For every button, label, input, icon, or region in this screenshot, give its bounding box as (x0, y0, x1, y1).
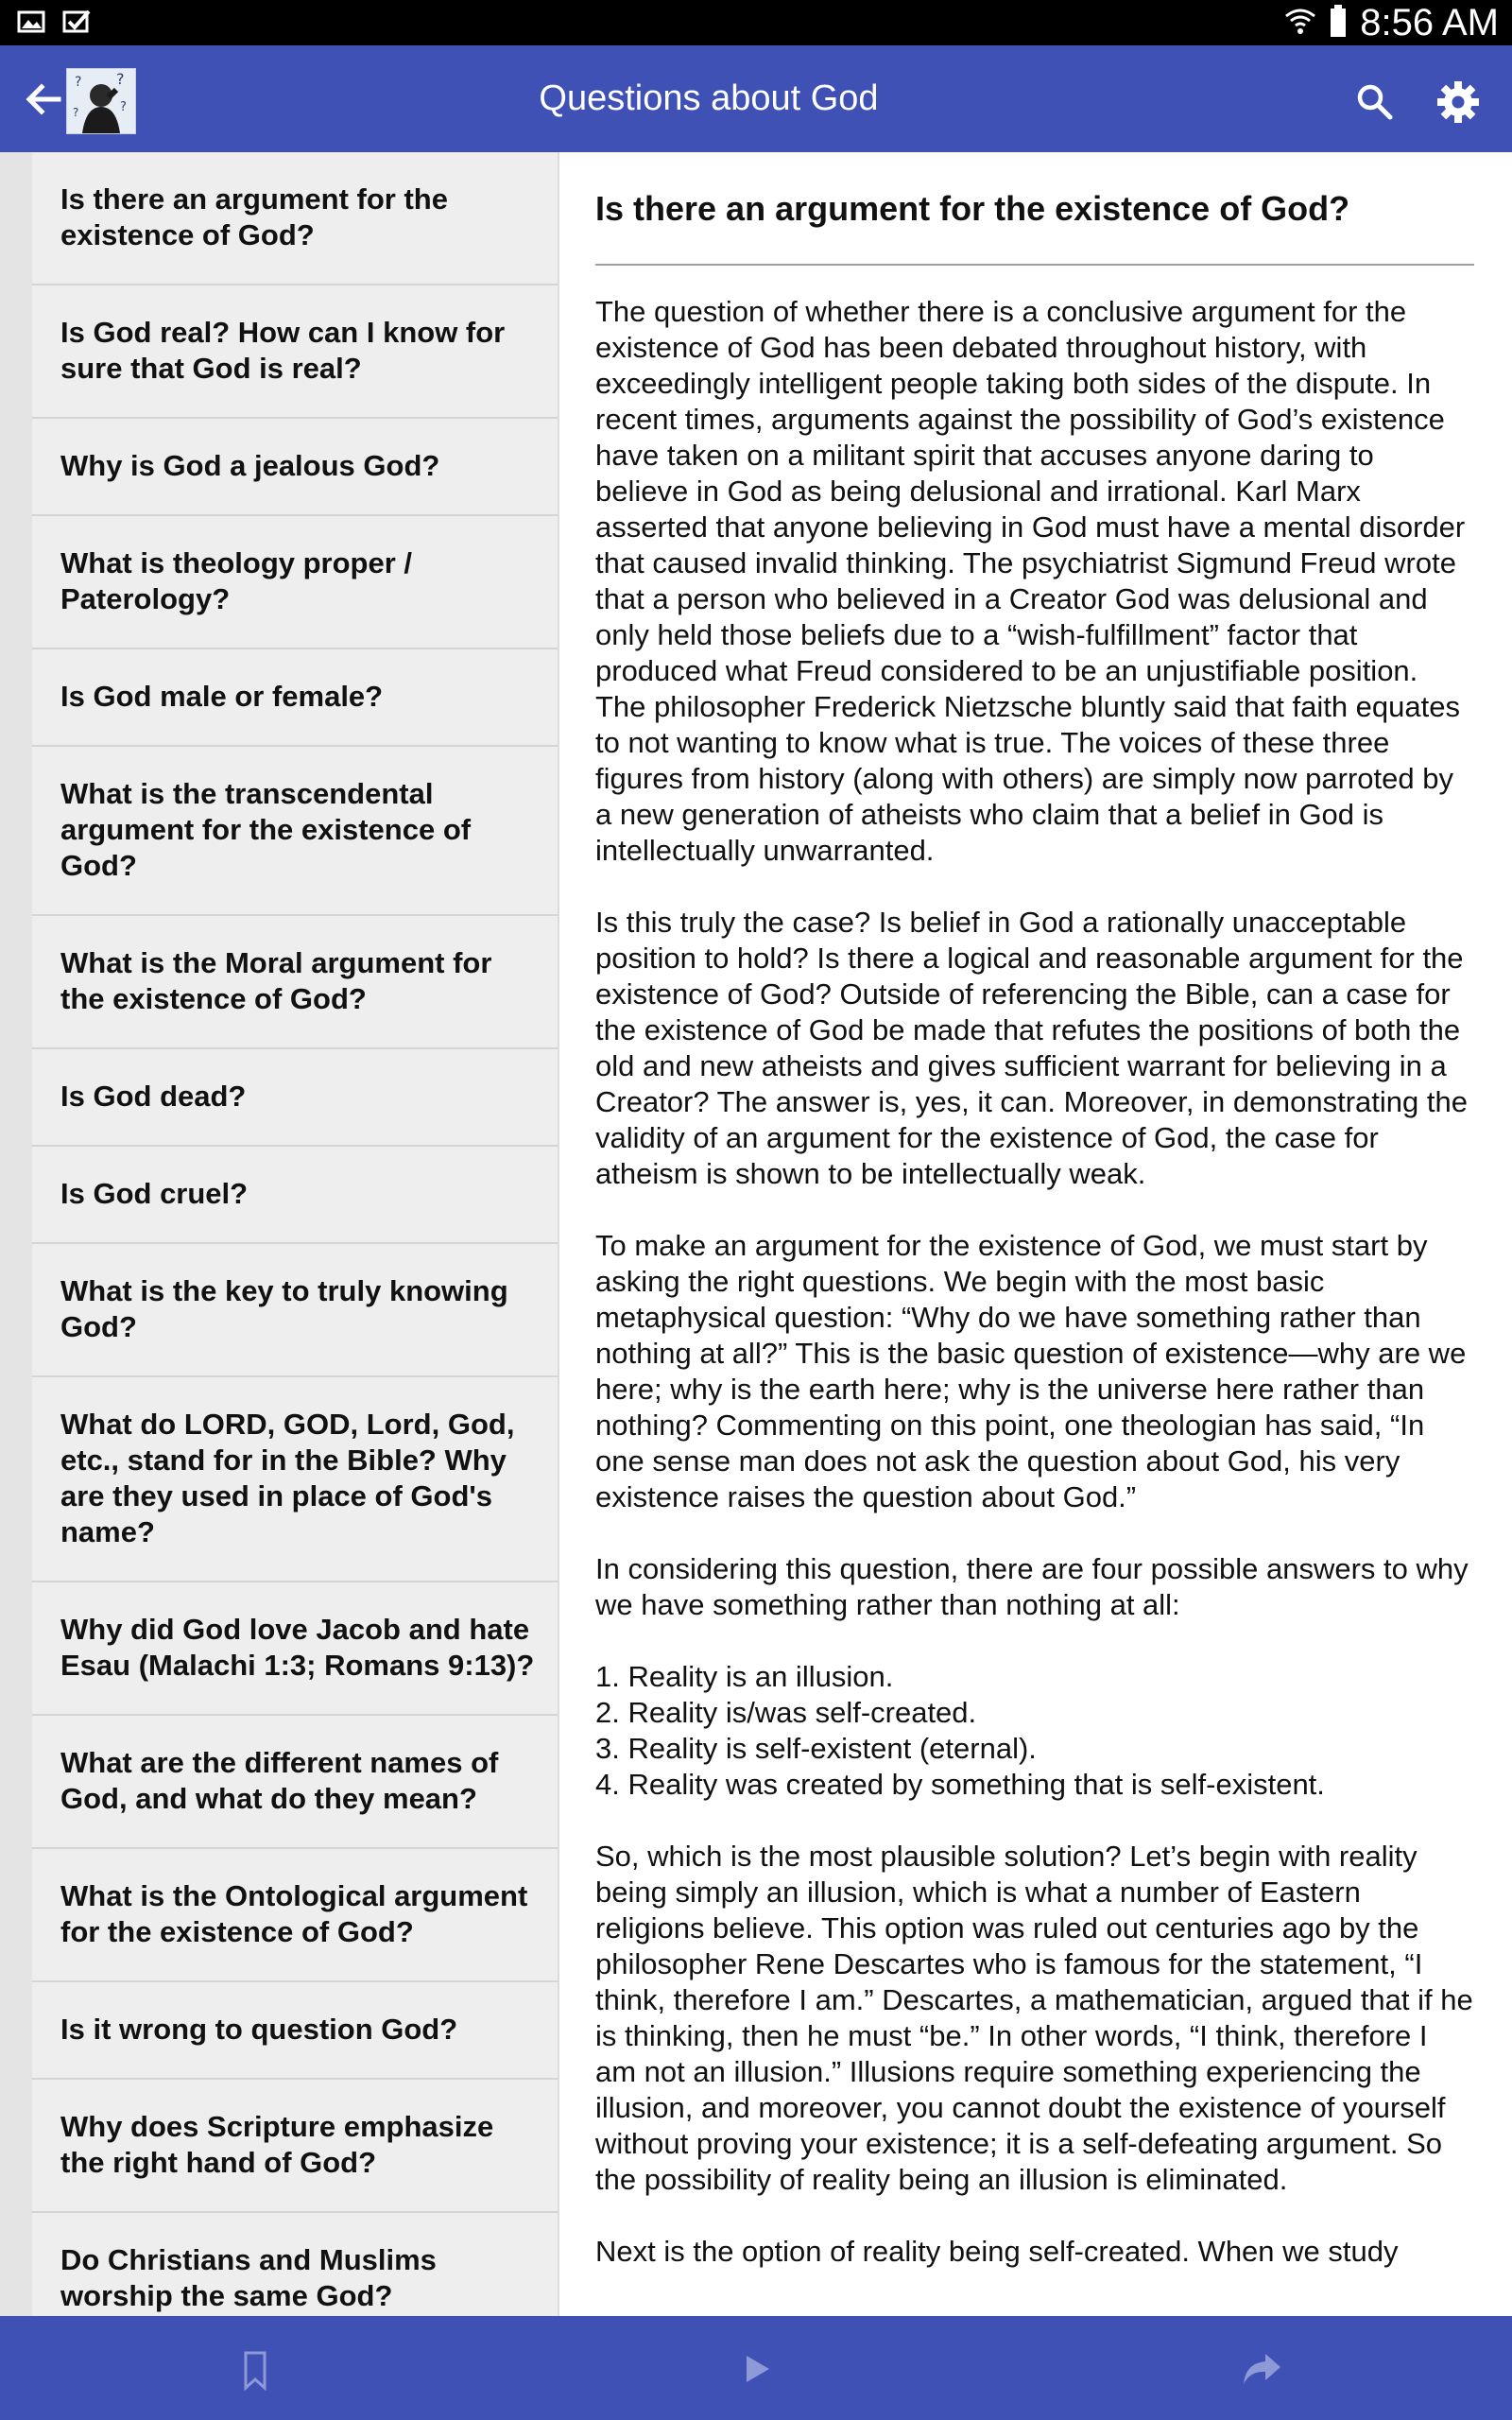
answer-list-item: 2. Reality is/was self-created. (595, 1696, 977, 1729)
list-item[interactable]: What is the Moral argument for the existence of God? (32, 916, 558, 1049)
answer-list-item: 4. Reality was created by something that is self-existent. (595, 1768, 1325, 1801)
gear-icon[interactable] (1435, 79, 1481, 125)
answer-list-item: 1. Reality is an illusion. (595, 1660, 894, 1693)
list-item[interactable]: Why is God a jealous God? (32, 419, 558, 516)
play-icon[interactable] (741, 2352, 773, 2386)
search-icon[interactable] (1354, 81, 1396, 123)
list-item[interactable]: Is God cruel? (32, 1147, 558, 1244)
list-item[interactable]: Is God dead? (32, 1049, 558, 1147)
article-body (595, 294, 1474, 2270)
bottom-bar (0, 2316, 1512, 2420)
list-item[interactable]: What is theology proper / Paterology? (32, 516, 558, 649)
svg-text:?: ? (120, 100, 127, 114)
article-paragraph: In considering this question, there are four possible answers to why we have something rather than nothing at all: (595, 1552, 1469, 1621)
wifi-icon (1284, 7, 1316, 40)
list-item[interactable]: What is the key to truly knowing God? (32, 1244, 558, 1377)
image-icon (17, 8, 45, 41)
list-item[interactable]: What is the Ontological argument for the existence of God? (32, 1849, 558, 1982)
article-title: Is there an argument for the existence of God? (595, 189, 1350, 228)
pane-divider (558, 152, 559, 2316)
status-time: 8:56 AM (1360, 1, 1499, 43)
share-icon[interactable] (1241, 2350, 1282, 2388)
app-bar (0, 45, 1512, 152)
article-pane[interactable] (595, 152, 1474, 2316)
question-list (0, 152, 558, 2316)
svg-text:?: ? (75, 75, 82, 90)
article-paragraph: Next is the option of reality being self-created. When we study (595, 2235, 1399, 2268)
sidebar-strip (0, 152, 32, 2316)
list-item[interactable]: What do LORD, GOD, Lord, God, etc., stand for in the Bible? Why are they used in place of God's name? (32, 1377, 558, 1582)
answer-list-item: 3. Reality is self-existent (eternal). (595, 1732, 1037, 1765)
title-divider (595, 264, 1474, 266)
list-item[interactable]: Is God male or female? (32, 649, 558, 747)
svg-text:?: ? (116, 70, 125, 88)
check-box-icon (62, 8, 91, 41)
list-item[interactable]: What are the different names of God, and what do they mean? (32, 1716, 558, 1849)
battery-icon (1330, 5, 1347, 42)
svg-text:?: ? (73, 106, 79, 119)
article-paragraph: Is this truly the case? Is belief in God a rationally unacceptable position to hold? Is there a logical and reasonable argument for the existence of God? Outside of referencing the Bible, can a case for the existence of God be made that refutes the positions of both the old and new atheists and gives sufficient warrant for believing in a Creator? The answer is, yes, it can. Moreover, in demonstrating the validity of an argument for the existence of God, the case for atheism is shown to be intellectually weak. (595, 906, 1468, 1190)
article-paragraph: So, which is the most plausible solution? Let’s begin with reality being simply an illusion, which is what a number of Eastern religions believe. This option was ruled out centuries ago by the philosopher Rene Descartes who is famous for the statement, “I think, therefore I am.” Descartes, a mathematician, argued that if he is thinking, then he must “be.” In other words, “I think, therefore I am not an illusion.” Illusions require something experiencing the illusion, and moreover, you cannot doubt the existence of yourself without proving your existence; it is a self-defeating argument. So the possibility of reality being an illusion is eliminated. (595, 1840, 1473, 2196)
list-item[interactable]: What is the transcendental argument for the existence of God? (32, 747, 558, 916)
list-item[interactable]: Why did God love Jacob and hate Esau (Malachi 1:3; Romans 9:13)? (32, 1582, 558, 1716)
list-item[interactable]: Do Christians and Muslims worship the same God? (32, 2213, 558, 2316)
list-item[interactable]: Why does Scripture emphasize the right hand of God? (32, 2080, 558, 2213)
status-bar (0, 0, 1512, 45)
answer-list (595, 1659, 1474, 1803)
list-item[interactable]: Is God real? How can I know for sure that God is real? (32, 285, 558, 419)
list-item[interactable]: Is there an argument for the existence of God? (32, 152, 558, 285)
bookmark-icon[interactable] (236, 2350, 274, 2392)
app-title: Questions about God (539, 78, 879, 118)
list-item[interactable]: Is it wrong to question God? (32, 1982, 558, 2080)
article-paragraph: To make an argument for the existence of God, we must start by asking the right questions. We begin with the most basic metaphysical question: “Why do we have something rather than nothing at all?” This is the basic question of existence—why are we here; why is the earth here; why is the universe here rather than nothing? Commenting on this point, one theologian has said, “In one sense man does not ask the question about God, his very existence raises the question about God.” (595, 1229, 1467, 1513)
article-paragraph: The question of whether there is a conclusive argument for the existence of God has been debated throughout history, with exceedingly intelligent people taking both sides of the dispute. In recent times, arguments against the possibility of God’s existence have taken on a militant spirit that accuses anyone daring to believe in God as being delusional and irrational. Karl Marx asserted that anyone believing in God must have a mental disorder that caused invalid thinking. The psychiatrist Sigmund Freud wrote that a person who believed in a Creator God was delusional and only held those beliefs due to a “wish-fulfillment” factor that produced what Freud considered to be an unjustifiable position. The philosopher Frederick Nietzsche bluntly said that faith equates to not wanting to know what is true. The voices of these three figures from history (along with others) are simply now parroted by a new generation of atheists who claim that a belief in God is intellectually unwarranted. (595, 295, 1466, 867)
